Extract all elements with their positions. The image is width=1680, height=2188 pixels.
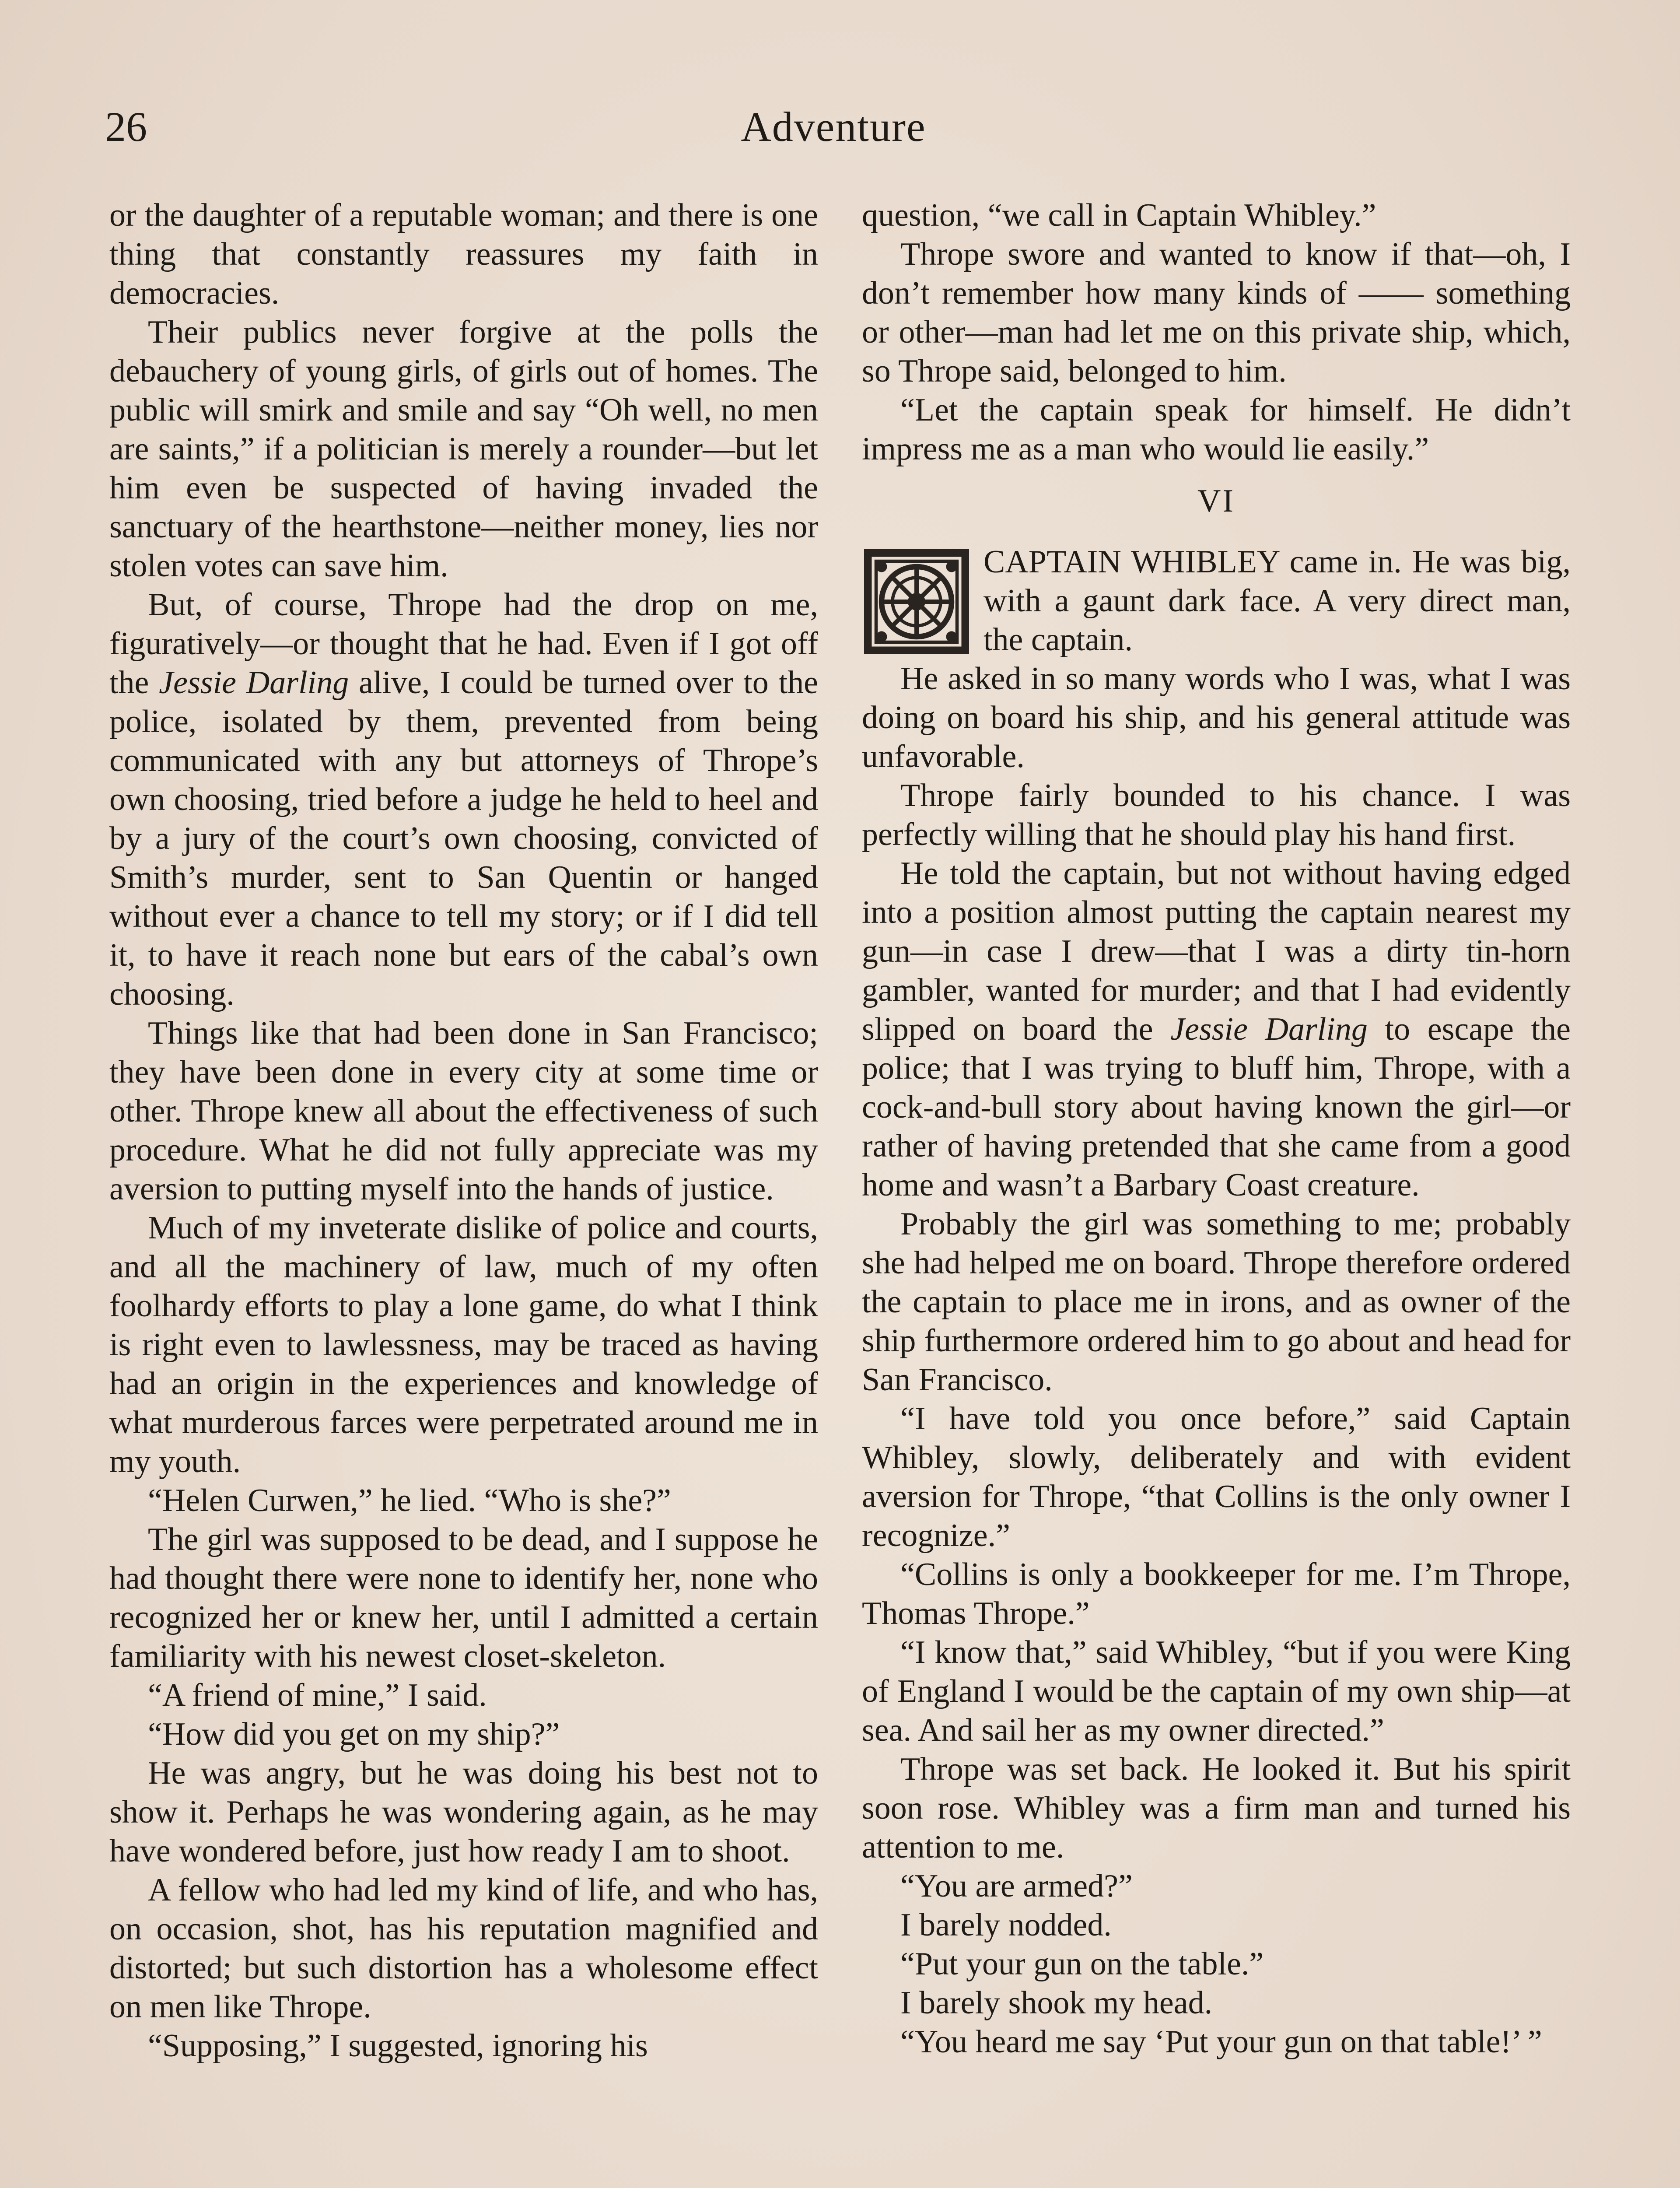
paragraph: “Helen Curwen,” he lied. “Who is she?”	[148, 1483, 671, 1518]
paragraph	[862, 854, 1571, 1205]
paragraph: I barely shook my head.	[900, 1985, 1213, 2021]
paragraph: Much of my inveterate dislike of police and courts, and all the machinery of law, much of my often foolhardy efforts to play a lone game, do what I think is right even to lawlessness, may be traced as having had an origin in the experiences and knowledge of what murderous farces were perpetrated around me in my youth.	[109, 1210, 818, 1480]
paragraph: “Let the captain speak for himself. He didn’t impress me as a man who would lie easily.”	[862, 392, 1571, 467]
section-heading: VI	[1197, 483, 1236, 519]
paragraph: Thrope was set back. He looked it. But his spirit soon rose. Whibley was a firm man and turned his attention to me.	[862, 1751, 1571, 1865]
paragraph: or the daughter of a reputable woman; and there is one thing that constantly reassures my faith in democracies.	[109, 197, 818, 311]
paragraph: He was angry, but he was doing his best not to show it. Perhaps he was wondering again, as he may have wondered before, just how ready I am to shoot.	[109, 1755, 818, 1869]
paragraph: Their publics never forgive at the polls the debauchery of young girls, of girls out of homes. The public will smirk and smile and say “Oh well, no men are saints,” if a politician is merely a rounder—but let him even be suspected of having invaded the sanctuary of the hearthstone—neither money, lies nor stolen votes can save him.	[109, 314, 818, 584]
paragraph-text: alive, I could be turned over to the police, isolated by them, prevented from being communicated with any but attorneys of Thrope’s own choosing, tried before a judge he held to heel and by a jury of the court’s own choosing, convicted of Smith’s murder, sent to San Quentin or hanged without ever a chance to tell my story; or if I did tell it, to have it reach none but ears of the cabal’s own choosing.	[109, 665, 818, 1012]
paragraph-text: But, of course, Thrope had the drop on me, figuratively—or thought that he had. Even if I got off the	[109, 587, 818, 701]
paragraph: “You are armed?”	[900, 1868, 1133, 1904]
paragraph: I barely nodded.	[900, 1907, 1112, 1943]
right-column	[862, 196, 1571, 2188]
left-column	[109, 196, 818, 2188]
page-header	[105, 96, 1562, 166]
ornamental-rosette-icon	[862, 547, 971, 656]
text-columns	[109, 196, 1571, 2188]
paragraph: “A friend of mine,” I said.	[148, 1677, 487, 1713]
paragraph	[109, 586, 818, 1014]
paragraph: Thrope fairly bounded to his chance. I was perfectly willing that he should play his hand first.	[862, 778, 1571, 852]
paragraph-text: He told the captain, but not without having edged into a position almost putting the captain nearest my gun—in case I drew—that I was a dirty tin-horn gambler, wanted for murder; and that I had evidently slipped on board the	[862, 856, 1571, 1047]
paragraph-text: to escape the police; that I was trying to bluff him, Thrope, with a cock-and-bull story about having known the girl—or rather of having pretended that she came from a good home and wasn’t a Barbary Coast creature.	[862, 1011, 1571, 1203]
paragraph: “I know that,” said Whibley, “but if you were King of England I would be the captain of my own ship—at sea. And sail her as my owner directed.”	[862, 1634, 1571, 1748]
paragraph: Things like that had been done in San Francisco; they have been done in every city at some time or other. Thrope knew all about the effectiveness of such procedure. What he did not fully appreciate was my aversion to putting myself into the hands of justice.	[109, 1015, 818, 1207]
paragraph: He asked in so many words who I was, what I was doing on board his ship, and his general attitude was unfavorable.	[862, 661, 1571, 775]
ship-name: Jessie Darling	[1170, 1011, 1368, 1047]
paragraph: Thrope swore and wanted to know if that—oh, I don’t remember how many kinds of —— something or other—man had let me on this private ship, which, so Thrope said, belonged to him.	[862, 236, 1571, 389]
paragraph: “You heard me say ‘Put your gun on that table!’ ”	[900, 2024, 1542, 2060]
paragraph: Probably the girl was something to me; probably she had helped me on board. Thrope therefore ordered the captain to place me in irons, and as owner of the ship furthermore ordered him to go about and head for San Francisco.	[862, 1206, 1571, 1398]
paragraph: “Supposing,” I suggested, ignoring his	[148, 2028, 648, 2064]
paragraph: “How did you get on my ship?”	[148, 1716, 560, 1752]
ship-name: Jessie Darling	[159, 665, 349, 701]
paragraph: “I have told you once before,” said Captain Whibley, slowly, deliberately and with evident aversion for Thrope, “that Collins is the only owner I recognize.”	[862, 1401, 1571, 1553]
paragraph: A fellow who had led my kind of life, and who has, on occasion, shot, has his reputation magnified and distorted; but such distortion has a wholesome effect on men like Thrope.	[109, 1872, 818, 2025]
paragraph: CAPTAIN WHIBLEY came in. He was big, with a gaunt dark face. A very direct man, the captain.	[984, 544, 1571, 658]
running-head: Adventure	[741, 103, 926, 150]
paragraph: “Collins is only a bookkeeper for me. I’m Thrope, Thomas Thrope.”	[862, 1557, 1571, 1631]
paragraph: The girl was supposed to be dead, and I suppose he had thought there were none to identify her, none who recognized her or knew her, until I admitted a certain familiarity with his newest closet-skeleton.	[109, 1522, 818, 1674]
chapter-opening	[862, 543, 1571, 659]
paragraph: question, “we call in Captain Whibley.”	[862, 197, 1376, 233]
paragraph: “Put your gun on the table.”	[900, 1946, 1264, 1982]
page-number: 26	[105, 103, 147, 150]
